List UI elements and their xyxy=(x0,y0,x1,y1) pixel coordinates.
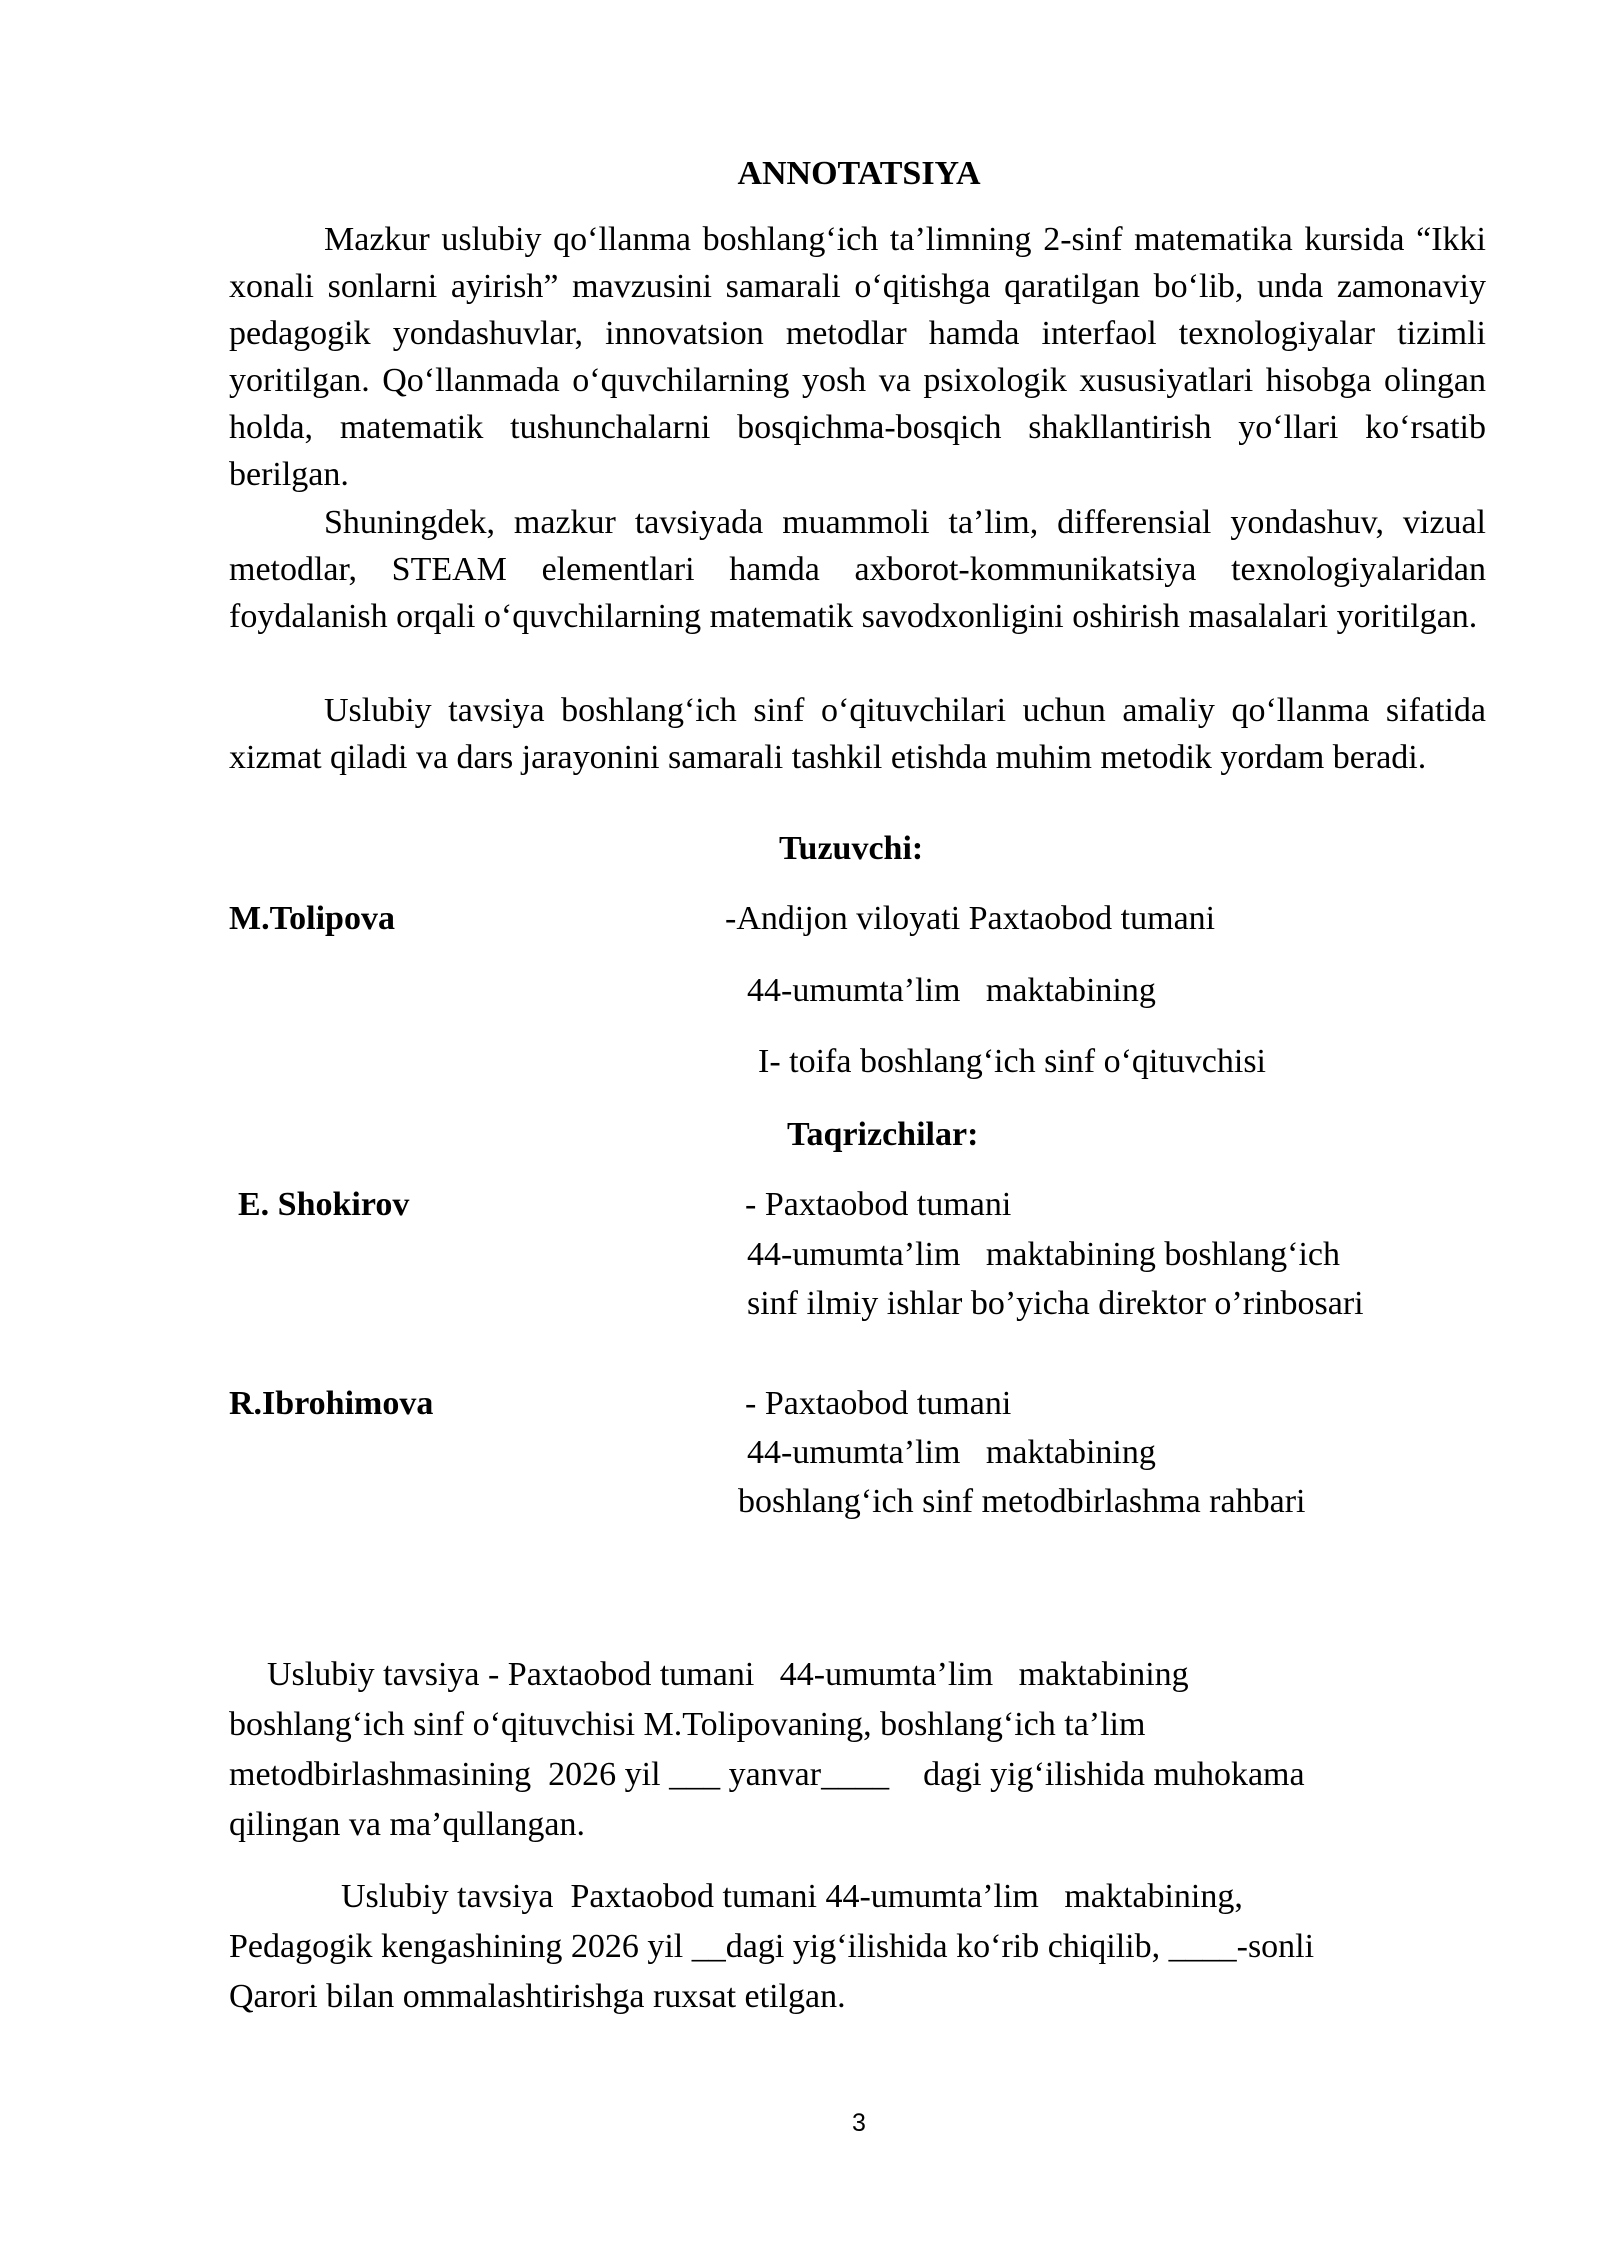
approval-note-1 xyxy=(229,1650,1529,1850)
compiler-line-1: -Andijon viloyati Paxtaobod tumani xyxy=(725,900,1216,937)
reviewers-heading: Taqrizchilar: xyxy=(787,1116,979,1153)
compiler-line-3: I- toifa boshlang‘ich sinf o‘qituvchisi xyxy=(758,1043,1267,1080)
annotation-paragraph-3: Uslubiy tavsiya boshlang‘ich sinf o‘qituvchilari uchun amaliy qo‘llanma sifatida xizmat qiladi va dars jarayonini samarali tashkil etishda muhim metodik yordam beradi. xyxy=(229,692,1486,776)
approval-note-1-line: metodbirlashmasining 2026 yil ___ yanvar____ dagi yig‘ilishida muhokama xyxy=(229,1756,1305,1793)
reviewer-2-line-2: 44-umumta’lim maktabining xyxy=(747,1434,1156,1471)
approval-note-2-line: Qarori bilan ommalashtirishga ruxsat etilgan. xyxy=(229,1978,846,2015)
approval-note-2-line: Uslubiy tavsiya Paxtaobod tumani 44-umumta’lim maktabining, xyxy=(341,1878,1243,1915)
reviewer-1-line-3: sinf ilmiy ishlar bo’yicha direktor o’rinbosari xyxy=(747,1285,1364,1322)
document-title: ANNOTATSIYA xyxy=(737,155,981,192)
approval-note-1-line: Uslubiy tavsiya - Paxtaobod tumani 44-umumta’lim maktabining xyxy=(267,1656,1189,1693)
compiler-line-2: 44-umumta’lim maktabining xyxy=(747,972,1156,1009)
reviewer-1-line-2: 44-umumta’lim maktabining boshlang‘ich xyxy=(747,1236,1341,1273)
page-number: 3 xyxy=(852,2109,866,2137)
compiler-heading: Tuzuvchi: xyxy=(779,830,924,867)
annotation-paragraph-2: Shuningdek, mazkur tavsiyada muammoli ta’lim, differensial yondashuv, vizual metodlar, STEAM elementlari hamda axborot-kommunikatsiya texnologiyalaridan foydalanish orqali o‘quvchilarning matematik savodxonligini oshirish masalalari yoritilgan. xyxy=(229,504,1486,635)
reviewer-1-line-1: - Paxtaobod tumani xyxy=(745,1186,1012,1223)
reviewer-1-name: E. Shokirov xyxy=(238,1186,410,1223)
compiler-name: M.Tolipova xyxy=(229,900,395,937)
reviewer-2-name: R.Ibrohimova xyxy=(229,1385,434,1422)
reviewer-2-line-3: boshlang‘ich sinf metodbirlashma rahbari xyxy=(738,1483,1306,1520)
approval-note-1-line: qilingan va ma’qullangan. xyxy=(229,1806,585,1843)
approval-note-1-line: boshlang‘ich sinf o‘qituvchisi M.Tolipovaning, boshlang‘ich ta’lim xyxy=(229,1706,1146,1743)
approval-note-2-line: Pedagogik kengashining 2026 yil __dagi yig‘ilishida ko‘rib chiqilib, ____-sonli xyxy=(229,1928,1315,1965)
approval-note-2 xyxy=(229,1872,1529,2022)
annotation-paragraph-1: Mazkur uslubiy qo‘llanma boshlang‘ich ta’limning 2-sinf matematika kursida “Ikki xonali sonlarni ayirish” mavzusini samarali o‘qitishga qaratilgan bo‘lib, unda zamonaviy pedagogik yondashuvlar, innovatsion metodlar hamda interfaol texnologiyalar tizimli yoritilgan. Qo‘llanmada o‘quvchilarning yosh va psixologik xususiyatlari hisobga olingan holda, matematik tushunchalarni bosqichma-bosqich shakllantirish yo‘llari ko‘rsatib berilgan. xyxy=(229,221,1486,493)
reviewer-2-line-1: - Paxtaobod tumani xyxy=(745,1385,1012,1422)
